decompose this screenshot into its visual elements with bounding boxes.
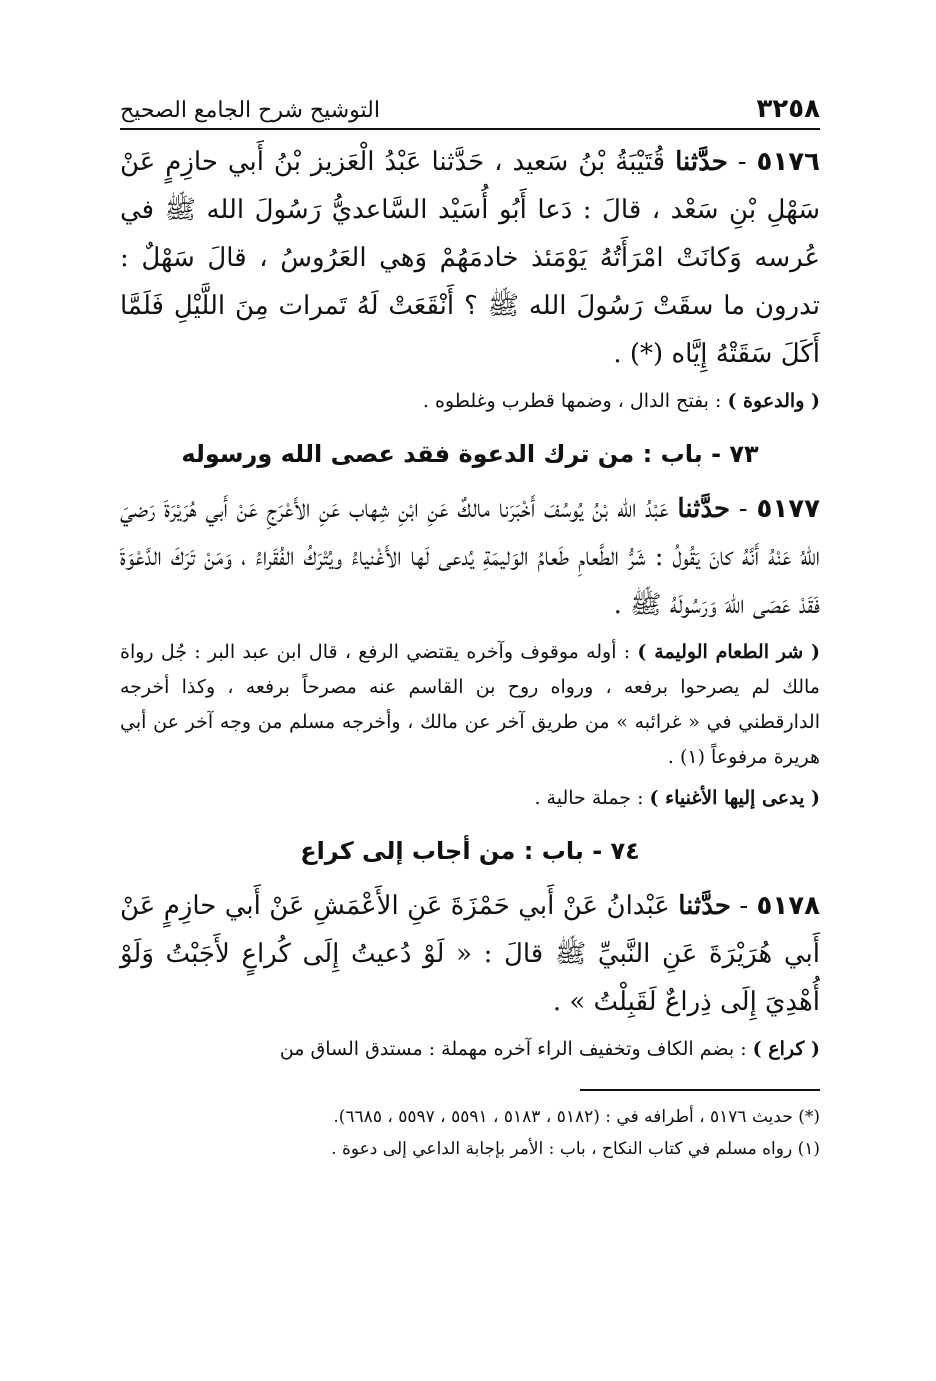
hadith-5178 xyxy=(120,882,820,1026)
running-title: التوشيح شرح الجامع الصحيح xyxy=(120,98,380,123)
commentary-text: : جملة حالية . xyxy=(534,787,650,809)
footnote-rule xyxy=(580,1089,820,1091)
commentary-5178 xyxy=(120,1032,820,1067)
commentary-5176 xyxy=(120,384,820,419)
hadith-number: ٥١٧٧ xyxy=(756,494,820,524)
chapter-heading-73: ٧٣ - باب : من ترك الدعوة فقد عصى الله ورسوله xyxy=(181,440,759,468)
hadith-number: ٥١٧٦ xyxy=(756,147,820,177)
commentary-term: ( شر الطعام الوليمة ) xyxy=(637,641,820,663)
commentary-text: : بفتح الدال ، وضمها قطرب وغلطوه . xyxy=(422,390,728,412)
chapter-heading-74: ٧٤ - باب : من أجاب إلى كراع xyxy=(300,837,640,865)
hadith-separator: - xyxy=(730,891,757,921)
hadith-text: عَبْدانُ عَنْ أَبي حَمْزَةَ عَنِ الأَعْمَشِ عَنْ أَبي حازِمٍ عَنْ أَبي هُرَيْرَةَ عَنِ النَّبيِّ ﷺ قالَ : « لَوْ دُعيتُ إِلَى كُراعٍ لأَجَبْتُ وَلَوْ أُهْدِيَ إِلَى ذِراعٌ لَقَبِلْتُ » . xyxy=(120,891,820,1017)
hadith-5176 xyxy=(120,138,820,378)
commentary-text: : أوله موقوف وآخره يقتضي الرفع ، قال ابن عبد البر : جُل رواة مالك لم يصرحوا برفعه ، ورواه روح بن القاسم عنه مصرحاً برفعه ، وكذا أخرجه الدارقطني في « غرائبه » من طريق آخر عن مالك ، وأخرجه مسلم من وجه آخر عن أبي هريرة مرفوعاً (١) . xyxy=(120,641,820,768)
commentary-5177-a xyxy=(120,635,820,775)
commentary-term: ( كراع ) xyxy=(752,1038,820,1060)
commentary-term: ( يدعى إليها الأغنياء ) xyxy=(649,787,820,809)
commentary-5177-b xyxy=(120,781,820,816)
hadith-separator: - xyxy=(730,494,757,524)
hadith-number: ٥١٧٨ xyxy=(756,891,820,921)
hadith-text: عَبْدُ الله بْنُ يُوسُفَ أَخْبَرَنا مالكٌ عَنِ ابْنِ شِهاب عَنِ الأَعْرَجِ عَنْ أَبي هُرَيْرَةَ رَضيَ اللهُ عَنْهُ أَنَّهُ كانَ يَقُولُ : شَرُّ الطَّعامِ طَعامُ الوَليمَةِ يُدعى لَها الأَغْنياءُ ويُتْرَكُ الفُقَراءُ ، وَمَنْ تَرَكَ الدَّعْوَةَ فَقَدْ عَصَى اللهَ وَرَسُولَهُ ﷺ . xyxy=(120,494,820,620)
footnote-1: (١) رواه مسلم في كتاب النكاح ، باب : الأمر بإجابة الداعي إلى دعوة . xyxy=(331,1139,820,1159)
hadith-5177 xyxy=(120,485,820,629)
commentary-text: : بضم الكاف وتخفيف الراء آخره مهملة : مستدق الساق من xyxy=(279,1038,753,1060)
footnote-star: (*) حديث ٥١٧٦ ، أطرافه في : (٥١٨٢ ، ٥١٨٣ ، ٥٥٩١ ، ٥٥٩٧ ، ٦٦٨٥). xyxy=(333,1107,820,1127)
hadith-text: قُتَيْبَةُ بْنُ سَعيد ، حَدَّثنا عَبْدُ الْعَزيز بْنُ أَبي حازِمٍ عَنْ سَهْلِ بْنِ سَعْد ، قالَ : دَعا أَبُو أُسَيْد السَّاعديُّ رَسُولَ الله ﷺ في عُرسه وَكانَتْ امْرَأَتُهُ يَوْمَئذ خادمَهُمْ وَهي العَرُوسُ ، قالَ سَهْلٌ : تدرون ما سقَتْ رَسُولَ الله ﷺ ؟ أَنْقَعَتْ لَهُ تَمرات مِنَ اللَّيْلِ فَلَمَّا أَكَلَ سَقَتْهُ إِيَّاه (*) . xyxy=(120,147,820,369)
hadith-separator: - xyxy=(727,147,757,177)
book-page xyxy=(120,82,820,1165)
page-number: ٣٢٥٨ xyxy=(756,94,820,124)
haddathana-word: حدَّثنا xyxy=(675,147,728,177)
commentary-term: ( والدعوة ) xyxy=(727,390,820,412)
haddathana-word: حدَّثنا xyxy=(677,494,731,524)
header-rule xyxy=(120,128,820,130)
page-header xyxy=(120,82,820,122)
haddathana-word: حدَّثنا xyxy=(678,891,731,921)
